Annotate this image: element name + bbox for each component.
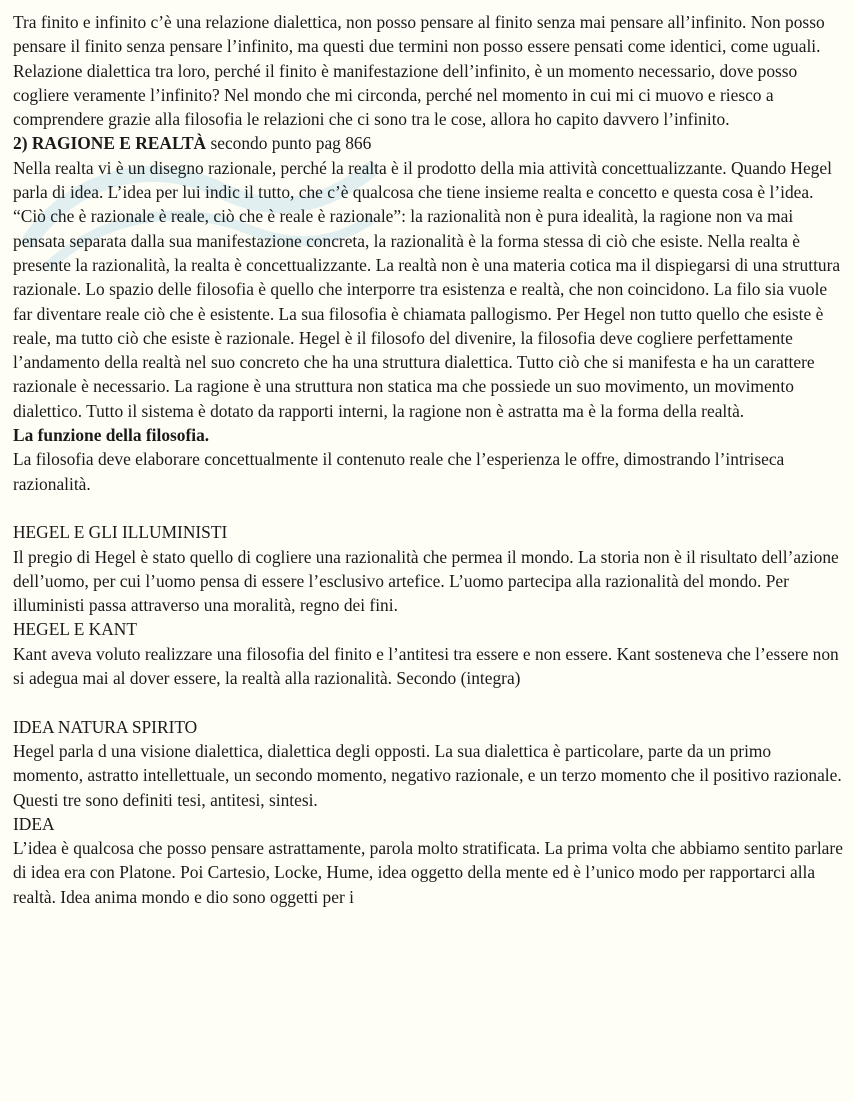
section-heading-page-ref: secondo punto pag 866 bbox=[206, 133, 372, 154]
paragraph-hegel-kant: Kant aveva voluto realizzare una filosofia del finito e l’antitesi tra essere e non essere. Kant sosteneva che l’essere non si adegua mai al dover essere, la realtà alla razionalità. Secondo (integra) bbox=[13, 643, 839, 689]
heading-hegel-illuministi: HEGEL E GLI ILLUMINISTI bbox=[13, 522, 228, 543]
paragraph-funzione-filosofia: La filosofia deve elaborare concettualmente il contenuto reale che l’esperienza le offre, dimostrando l’intriseca razionalità. bbox=[13, 449, 785, 494]
paragraph-idea: L’idea è qualcosa che posso pensare astrattamente, parola molto stratificata. La prima volta che abbiamo sentito parlare di idea era con Platone. Poi Cartesio, Locke, Hume, idea oggetto della mente ed è l’unico modo per rapportarci alla realtà. Idea anima mondo e dio sono oggetti per i bbox=[13, 838, 843, 907]
heading-idea-natura-spirito: IDEA NATURA SPIRITO bbox=[13, 716, 198, 737]
section-heading-title: 2) RAGIONE E REALTÀ bbox=[13, 133, 207, 154]
paragraph-hegel-illuministi: Il pregio di Hegel è stato quello di cogliere una razionalità che permea il mondo. La storia non è il risultato dell’azione dell’uomo, per cui l’uomo pensa di essere l’esclusivo artefice. L’uomo partecipa alla razionalità del mondo. Per illuministi passa attraverso una moralità, regno dei fini. bbox=[13, 546, 839, 616]
heading-funzione-filosofia: La funzione della filosofia. bbox=[13, 425, 210, 446]
document-page bbox=[13, 10, 843, 909]
paragraph-razionale-reale: “Ciò che è razionale è reale, ciò che è reale è razionale”: la razionalità non è pura idealità, la ragione non va mai pensata separata dalla sua manifestazione concreta, la razionalità è la forma stessa di ciò che esiste. Nella realta è presente la razionalità, la realta è concettualizzante. La realtà non è una materia cotica ma il dispiegarsi di una struttura razionale. Lo spazio delle filosofia è quello che interporre tra esistenza e realtà, che non coincidono. La filo sia vuole far diventare reale ciò che è esistente. La sua filosofia è chiamata pallogismo. Per Hegel non tutto quello che esiste è reale, ma tutto ciò che esiste è razionale. Hegel è il filosofo del divenire, la filosofia deve cogliere perfettamente l’andamento della realtà nel suo concreto che ha una struttura dialettica. Tutto ciò che si manifesta e ha un carattere razionale è necessario. La ragione è una struttura non statica ma che possiede un suo movimento, un movimento dialettico. Tutto il sistema è dotato da rapporti interni, la ragione non è astratta ma è la forma della realtà. bbox=[13, 206, 841, 421]
blank-line bbox=[13, 496, 843, 520]
paragraph-finito-infinito: Tra finito e infinito c’è una relazione dialettica, non posso pensare al finito senza mai pensare all’infinito. Non posso pensare il finito senza pensare l’infinito, ma questi due termini non posso essere pensati come identici, come uguali. Relazione dialettica tra loro, perché il finito è manifestazione dell’infinito, è un momento necessario, dove posso cogliere veramente l’infinito? Nel mondo che mi circonda, perché nel momento in cui mi ci muovo e riesco a comprendere grazie alla filosofia le relazioni che ci sono tra le cose, allora ho capito davvero l’infinito. bbox=[13, 12, 825, 130]
paragraph-disegno-razionale: Nella realta vi è un disegno razionale, perché la realta è il prodotto della mia attività concettualizzante. Quando Hegel parla di idea. L’idea per lui indic il tutto, che c’è qualcosa che tiene insieme realta e concetto e questa cosa è l’idea. bbox=[13, 157, 832, 203]
paragraph-dialettica: Hegel parla d una visione dialettica, dialettica degli opposti. La sua dialettica è particolare, parte da un primo momento, astratto intellettuale, un secondo momento, negativo razionale, e un terzo momento che il positivo razionale. Questi tre sono definiti tesi, antitesi, sintesi. bbox=[13, 740, 842, 810]
heading-idea: IDEA bbox=[13, 813, 55, 834]
heading-hegel-kant: HEGEL E KANT bbox=[13, 619, 137, 640]
blank-line bbox=[13, 690, 843, 714]
section-heading-ragione-realta bbox=[13, 131, 843, 155]
